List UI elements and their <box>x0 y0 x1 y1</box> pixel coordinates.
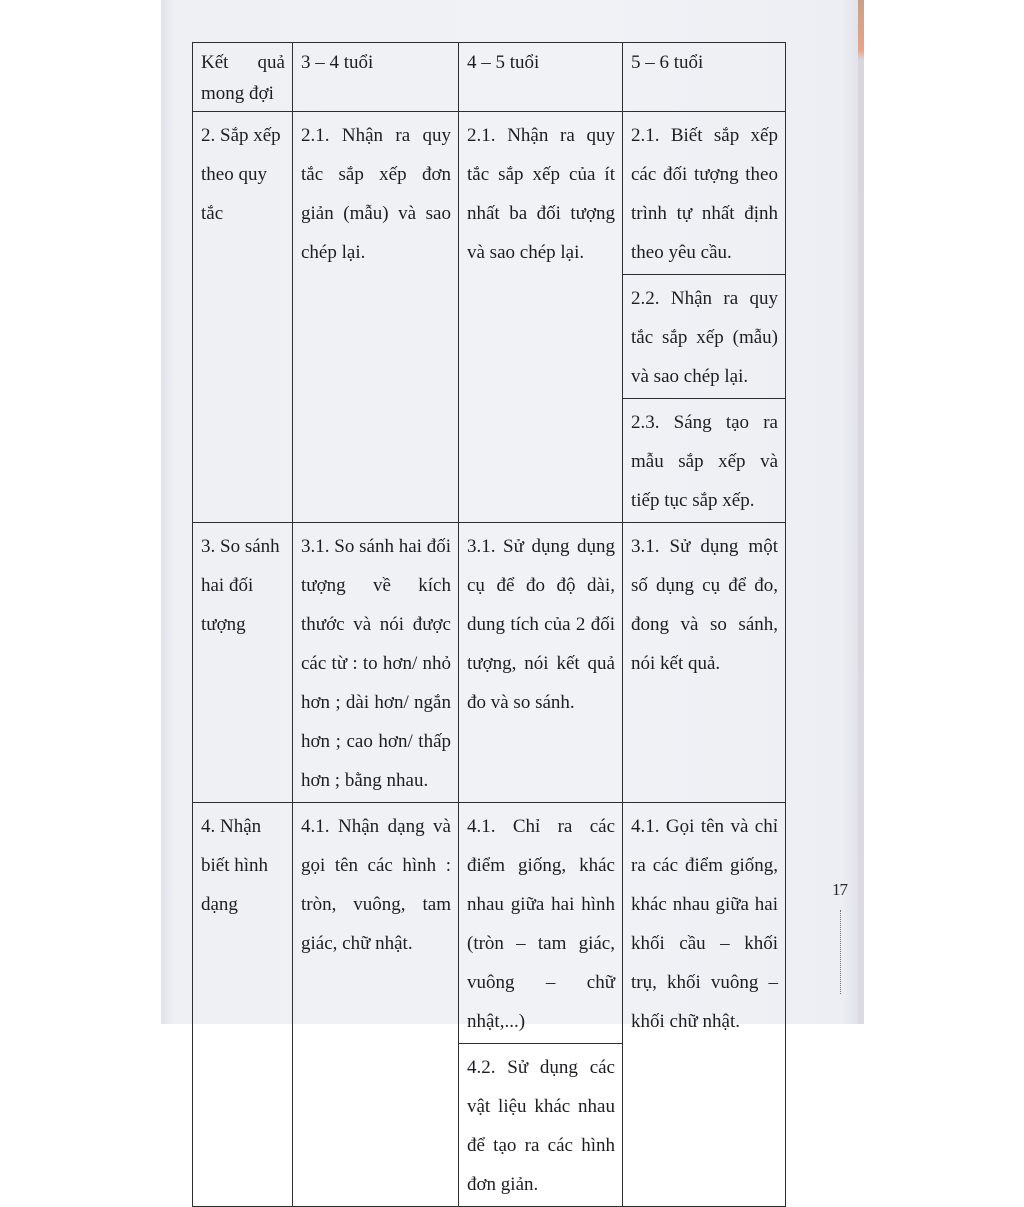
criterion-cell: 4. Nhận biết hình dạng <box>193 803 293 1207</box>
expected-outcomes-table <box>192 42 786 1207</box>
age-5-6-cell: 3.1. Sử dụng một số dụng cụ để đo, đong và so sánh, nói kết quả. <box>623 523 786 803</box>
age-5-6-cell: 2.2. Nhận ra quy tắc sắp xếp (mẫu) và sao chép lại. <box>623 275 786 399</box>
header-age-5-6: 5 – 6 tuổi <box>623 43 786 112</box>
header-age-3-4: 3 – 4 tuổi <box>293 43 459 112</box>
table-row <box>193 112 786 275</box>
age-4-5-cell: 3.1. Sử dụng dụng cụ để đo độ dài, dung tích của 2 đối tượng, nói kết quả đo và so sánh. <box>459 523 623 803</box>
criterion-cell: 2. Sắp xếp theo quy tắc <box>193 112 293 523</box>
page-number: 17 <box>832 880 847 899</box>
age-3-4-cell: 3.1. So sánh hai đối tượng về kích thước và nói được các từ : to hơn/ nhỏ hơn ; dài hơn/ ngắn hơn ; cao hơn/ thấp hơn ; bằng nhau. <box>293 523 459 803</box>
age-4-5-cell: 4.1. Chỉ ra các điểm giống, khác nhau giữa hai hình (tròn – tam giác, vuông – chữ nhật,...) <box>459 803 623 1044</box>
age-5-6-cell: 4.1. Gọi tên và chỉ ra các điểm giống, khác nhau giữa hai khối cầu – khối trụ, khối vuông – khối chữ nhật. <box>623 803 786 1207</box>
table-header-row <box>193 43 786 112</box>
header-expected-outcome: Kết quả mong đợi <box>193 43 293 112</box>
age-3-4-cell: 2.1. Nhận ra quy tắc sắp xếp đơn giản (mẫu) và sao chép lại. <box>293 112 459 523</box>
header-age-4-5: 4 – 5 tuổi <box>459 43 623 112</box>
age-4-5-cell: 2.1. Nhận ra quy tắc sắp xếp của ít nhất ba đối tượng và sao chép lại. <box>459 112 623 523</box>
book-edge <box>858 0 864 1024</box>
page-gutter-shadow <box>842 0 858 1024</box>
table-row <box>193 523 786 803</box>
age-5-6-cell: 2.1. Biết sắp xếp các đối tượng theo trình tự nhất định theo yêu cầu. <box>623 112 786 275</box>
age-4-5-cell: 4.2. Sử dụng các vật liệu khác nhau để tạo ra các hình đơn giản. <box>459 1044 623 1207</box>
table-row <box>193 803 786 1044</box>
age-5-6-cell: 2.3. Sáng tạo ra mẫu sắp xếp và tiếp tục sắp xếp. <box>623 399 786 523</box>
age-3-4-cell: 4.1. Nhận dạng và gọi tên các hình : tròn, vuông, tam giác, chữ nhật. <box>293 803 459 1207</box>
criterion-cell: 3. So sánh hai đối tượng <box>193 523 293 803</box>
page-number-rule <box>840 910 841 994</box>
